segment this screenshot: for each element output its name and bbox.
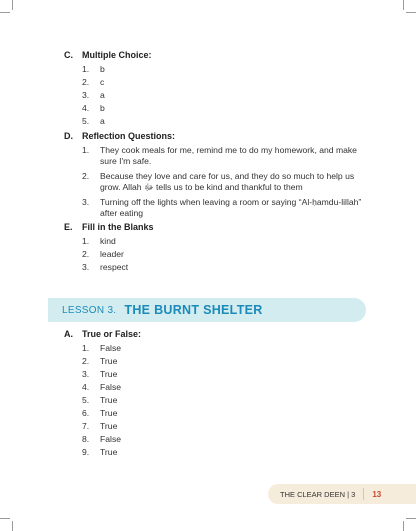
section-heading [64,222,364,232]
list-item [64,236,364,247]
list-item [64,369,364,380]
list-item [64,434,364,445]
answer-list [64,145,364,219]
item-answer: respect [100,262,129,272]
list-item [64,262,364,273]
list-item [64,447,364,458]
item-answer: c [100,77,105,87]
list-item [64,64,364,75]
list-item [64,356,364,367]
item-answer: True [100,447,118,457]
item-answer: a [100,116,105,126]
section-heading [64,329,364,339]
crop-mark [406,12,416,13]
list-item [64,382,364,393]
item-answer: Turning off the lights when leaving a room or saying “Al-ḥamdu-lillah” after eating [100,197,362,218]
section-title: Fill in the Blanks [82,222,154,232]
crop-mark [12,521,13,531]
item-number: 2. [82,249,90,259]
crop-mark [12,0,13,10]
item-number: 5. [82,395,90,405]
section-letter: A. [64,329,73,339]
list-item [64,171,364,193]
list-item [64,77,364,88]
item-number: 1. [82,343,90,353]
item-number: 2. [82,171,90,181]
book-title: THE CLEAR DEEN | 3 [280,489,356,499]
item-answer: They cook meals for me, remind me to do my homework, and make sure I'm safe. [100,145,357,166]
item-answer: True [100,421,118,431]
page-number: 13 [372,489,382,499]
list-item [64,421,364,432]
section-letter: E. [64,222,73,232]
item-number: 3. [82,262,90,272]
item-number: 7. [82,421,90,431]
section-letter: C. [64,50,73,60]
item-number: 2. [82,77,90,87]
footer-divider [363,488,364,500]
answer-list [64,64,364,127]
item-answer: b [100,64,105,74]
item-answer: leader [100,249,124,259]
item-number: 3. [82,197,90,207]
section-heading [64,131,364,141]
item-number: 3. [82,369,90,379]
item-number: 1. [82,145,90,155]
lesson-title: THE BURNT SHELTER [124,303,263,317]
section-reflection-questions [64,131,364,219]
list-item [64,103,364,114]
section-title: Multiple Choice: [82,50,152,60]
item-answer: True [100,408,118,418]
crop-mark [0,12,10,13]
section-letter: D. [64,131,73,141]
list-item [64,249,364,260]
item-answer: a [100,90,105,100]
crop-mark [403,0,404,10]
crop-mark [403,521,404,531]
item-answer: False [100,343,122,353]
lesson-label: LESSON 3. [62,304,117,316]
list-item [64,90,364,101]
list-item [64,408,364,419]
page-footer [268,484,416,504]
section-heading [64,50,364,60]
list-item [64,197,364,219]
crop-mark [406,518,416,519]
item-number: 1. [82,64,90,74]
item-number: 2. [82,356,90,366]
item-number: 6. [82,408,90,418]
item-answer: False [100,434,122,444]
section-title: Reflection Questions: [82,131,176,141]
item-answer: True [100,369,118,379]
item-number: 4. [82,382,90,392]
item-answer: kind [100,236,116,246]
crop-mark [0,518,10,519]
item-number: 3. [82,90,90,100]
item-answer: True [100,395,118,405]
section-multiple-choice [64,50,364,127]
item-number: 8. [82,434,90,444]
answer-list [64,236,364,273]
list-item [64,343,364,354]
item-number: 4. [82,103,90,113]
item-answer: Because they love and care for us, and they do so much to help us grow. Allah ﷻ tells us to be kind and thankful to them [100,171,355,192]
section-fill-in-the-blanks [64,222,364,273]
answer-list [64,343,364,458]
list-item [64,145,364,167]
section-title: True or False: [82,329,142,339]
item-answer: b [100,103,105,113]
list-item [64,395,364,406]
item-number: 5. [82,116,90,126]
item-answer: True [100,356,118,366]
section-true-or-false [64,329,364,458]
lesson-banner [48,298,366,322]
item-number: 9. [82,447,90,457]
item-number: 1. [82,236,90,246]
item-answer: False [100,382,122,392]
list-item [64,116,364,127]
